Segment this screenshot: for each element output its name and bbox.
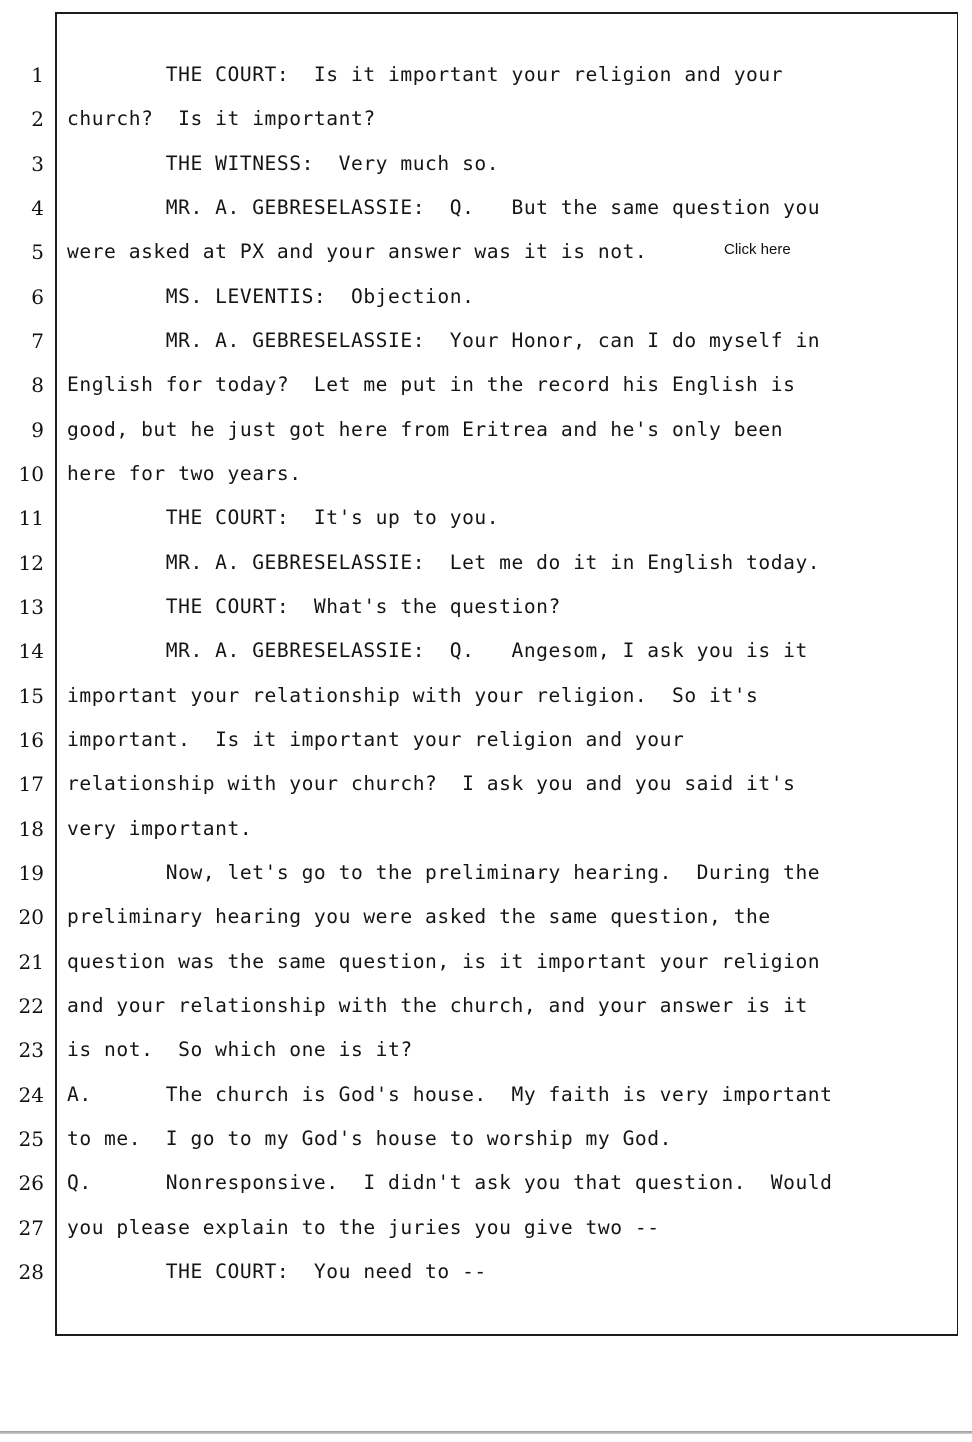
line-number: 7 — [31, 328, 44, 353]
transcript-line: relationship with your church? I ask you and you said it's — [67, 772, 796, 796]
transcript-line: here for two years. — [67, 461, 302, 485]
transcript-line: THE COURT: What's the question? — [67, 594, 561, 618]
transcript-line: question was the same question, is it important your religion — [67, 949, 821, 973]
transcript-line: Now, let's go to the preliminary hearing. During the — [67, 860, 821, 884]
transcript-line: very important. — [67, 816, 253, 840]
line-number: 26 — [18, 1171, 44, 1196]
line-number-column — [0, 53, 44, 1294]
line-number: 19 — [18, 860, 44, 885]
transcript-line: MR. A. GEBRESELASSIE: Let me do it in English today. — [67, 550, 821, 574]
line-number: 16 — [18, 727, 44, 752]
transcript-line: MR. A. GEBRESELASSIE: Q. Angesom, I ask you is it — [67, 639, 808, 663]
line-number: 18 — [18, 816, 44, 841]
transcript-line: A. The church is God's house. My faith is very important — [67, 1082, 833, 1106]
line-number: 15 — [18, 683, 44, 708]
transcript-line: THE COURT: It's up to you. — [67, 506, 500, 530]
line-number: 13 — [18, 594, 44, 619]
line-number: 22 — [18, 993, 44, 1018]
transcript-line: were asked at PX and your answer was it is not. — [67, 240, 648, 264]
line-number: 3 — [31, 151, 44, 176]
line-number: 4 — [31, 195, 44, 220]
line-number: 12 — [18, 550, 44, 575]
transcript-line: THE COURT: You need to -- — [67, 1259, 487, 1283]
line-number: 5 — [31, 240, 44, 265]
line-number: 6 — [31, 284, 44, 309]
line-number: 9 — [31, 417, 44, 442]
transcript-line: THE COURT: Is it important your religion and your — [67, 63, 784, 86]
transcript-line: important. Is it important your religion and your — [67, 727, 685, 751]
line-number: 20 — [18, 905, 44, 930]
line-number: 8 — [31, 373, 44, 398]
line-number: 24 — [18, 1082, 44, 1107]
transcript-text — [67, 53, 947, 1294]
line-number: 28 — [18, 1259, 44, 1284]
line-number: 11 — [18, 506, 44, 531]
line-number: 25 — [18, 1126, 44, 1151]
transcript-line: THE WITNESS: Very much so. — [67, 151, 500, 175]
transcript-line: good, but he just got here from Eritrea and he's only been — [67, 417, 784, 441]
line-number: 21 — [18, 949, 44, 974]
line-number: 23 — [18, 1038, 44, 1063]
transcript-line: English for today? Let me put in the record his English is — [67, 373, 796, 397]
transcript-line: MR. A. GEBRESELASSIE: Q. But the same question you — [67, 195, 821, 219]
line-number: 2 — [31, 107, 44, 132]
transcript-line: and your relationship with the church, and your answer is it — [67, 993, 808, 1017]
line-number: 14 — [18, 639, 44, 664]
transcript-line: MR. A. GEBRESELASSIE: Your Honor, can I do myself in — [67, 328, 821, 352]
line-number: 1 — [31, 63, 44, 87]
transcript-line: MS. LEVENTIS: Objection. — [67, 284, 475, 308]
line-number: 10 — [18, 461, 44, 486]
transcript-line: to me. I go to my God's house to worship my God. — [67, 1126, 672, 1150]
transcript-line: preliminary hearing you were asked the same question, the — [67, 905, 771, 929]
click-here-link[interactable]: Click here — [724, 241, 791, 258]
transcript-line: you please explain to the juries you give two -- — [67, 1215, 660, 1239]
line-number: 17 — [18, 772, 44, 797]
line-number: 27 — [18, 1215, 44, 1240]
transcript-line: important your relationship with your religion. So it's — [67, 683, 759, 707]
transcript-line: Q. Nonresponsive. I didn't ask you that question. Would — [67, 1171, 833, 1195]
transcript-line: is not. So which one is it? — [67, 1038, 413, 1062]
page-bottom-rule — [0, 1431, 972, 1434]
transcript-line: church? Is it important? — [67, 107, 376, 131]
